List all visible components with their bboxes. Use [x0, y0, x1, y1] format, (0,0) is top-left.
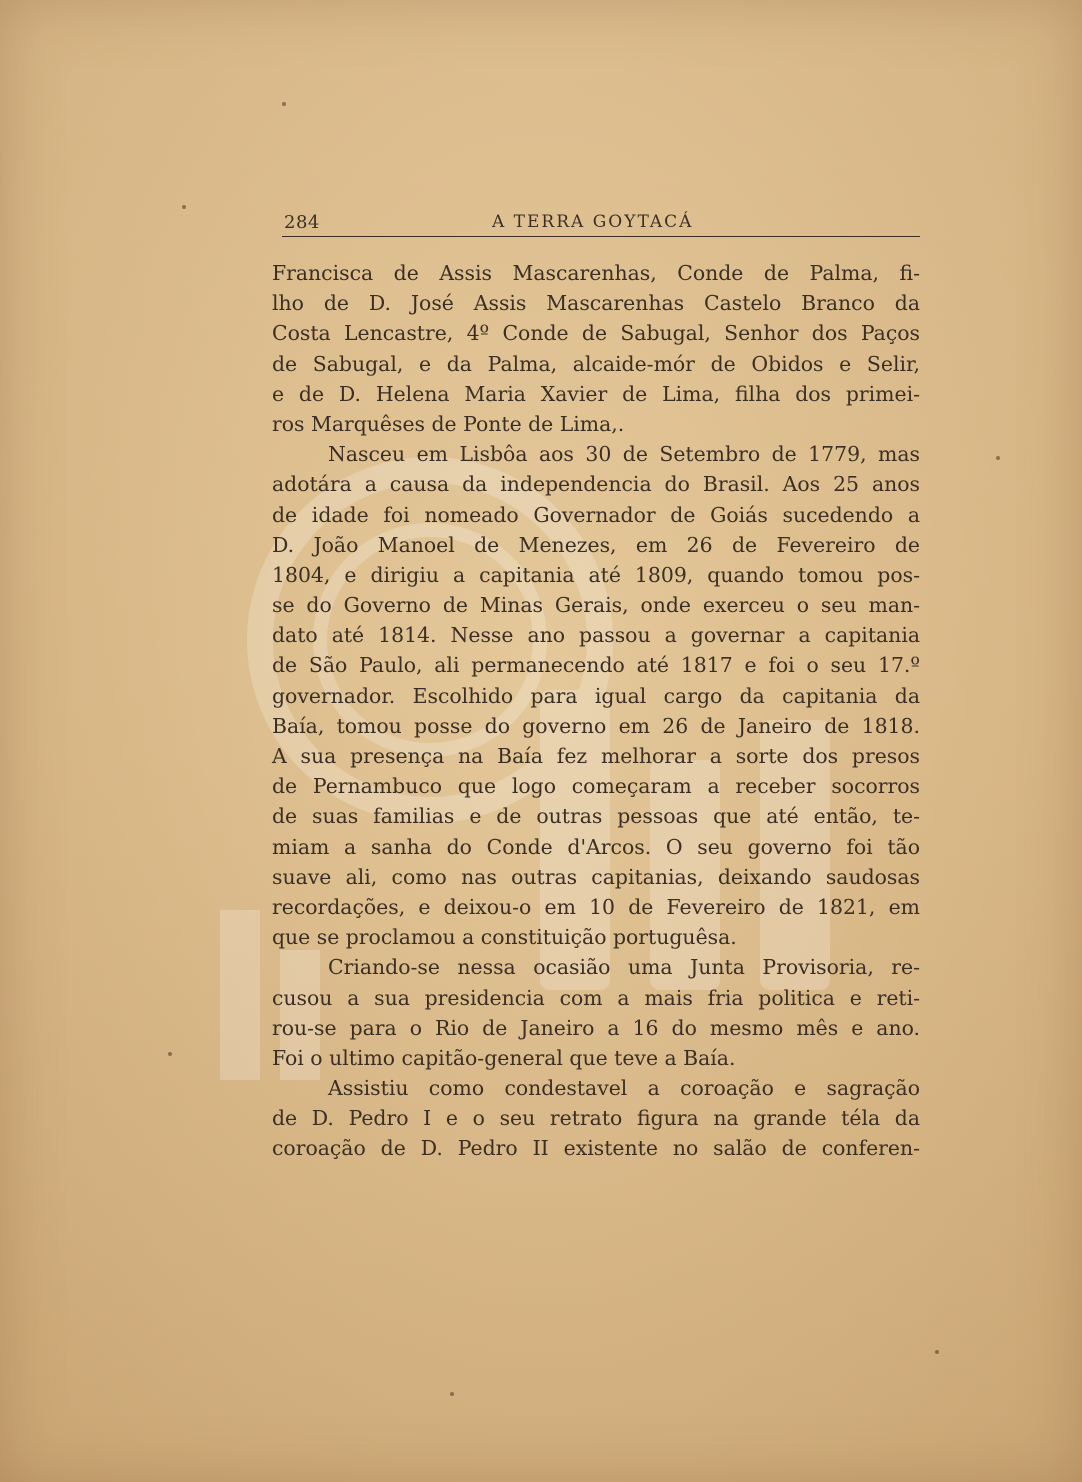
paper-speck — [935, 1350, 939, 1354]
text-line: coroação de D. Pedro II existente no salão de conferen- — [272, 1136, 920, 1161]
text-line: cusou a sua presidencia com a mais fria politica e reti- — [272, 985, 920, 1010]
text-line: de São Paulo, ali permanecendo até 1817 e foi o seu 17.º — [272, 653, 920, 678]
text-line: suave ali, como nas outras capitanias, deixando saudosas — [272, 864, 920, 889]
text-line: de D. Pedro I e o seu retrato figura na grande téla da — [272, 1106, 920, 1131]
text-line: que se proclamou a constituição portuguêsa. — [272, 925, 737, 950]
text-line: Costa Lencastre, 4º Conde de Sabugal, Senhor dos Paços — [272, 321, 920, 346]
header-rule — [282, 236, 920, 237]
text-line: D. João Manoel de Menezes, em 26 de Fevereiro de — [272, 532, 920, 557]
text-line: adotára a causa da independencia do Brasil. Aos 25 anos — [272, 472, 920, 497]
running-title: A TERRA GOYTACÁ — [492, 212, 694, 232]
text-line: 1804, e dirigiu a capitania até 1809, quando tomou pos- — [272, 562, 920, 587]
text-line: se do Governo de Minas Gerais, onde exerceu o seu man- — [272, 593, 920, 618]
text-line: Francisca de Assis Mascarenhas, Conde de Palma, fi- — [272, 261, 920, 285]
text-line: governador. Escolhido para igual cargo da capitania da — [272, 683, 920, 708]
paper-speck — [450, 1392, 454, 1396]
text-line: ros Marquêses de Ponte de Lima,. — [272, 411, 625, 436]
text-line: e de D. Helena Maria Xavier de Lima, filha dos primei- — [272, 381, 920, 406]
body-text — [272, 258, 920, 1164]
page-header — [282, 208, 920, 238]
text-line: dato até 1814. Nesse ano passou a governar a capitania — [272, 623, 920, 648]
text-line: miam a sanha do Conde d'Arcos. O seu governo foi tão — [272, 834, 920, 859]
text-line: A sua presença na Baía fez melhorar a sorte dos presos — [272, 744, 920, 768]
text-line: recordações, e deixou-o em 10 de Fevereiro de 1821, em — [272, 894, 920, 919]
text-line: Assistiu como condestavel a coroação e sagração — [328, 1076, 920, 1101]
paper-speck — [996, 456, 1000, 460]
paper-speck — [282, 102, 286, 106]
text-line: Foi o ultimo capitão-general que teve a Baía. — [272, 1045, 736, 1070]
text-line: Nasceu em Lisbôa aos 30 de Setembro de 1779, mas — [328, 442, 920, 467]
page-number: 284 — [284, 212, 320, 233]
text-line: de idade foi nomeado Governador de Goiás sucedendo a — [272, 502, 920, 527]
text-line: Criando-se nessa ocasião uma Junta Provisoria, re- — [328, 955, 920, 980]
paper-speck — [168, 1052, 172, 1056]
text-line: Baía, tomou posse do governo em 26 de Janeiro de 1818. — [272, 713, 920, 738]
paper-speck — [182, 205, 186, 209]
text-line: de Sabugal, e da Palma, alcaide-mór de Obidos e Selir, — [272, 351, 920, 376]
text-line: de suas familias e de outras pessoas que até então, te- — [272, 804, 920, 829]
text-line: rou-se para o Rio de Janeiro a 16 do mesmo mês e ano. — [272, 1015, 920, 1040]
text-line: lho de D. José Assis Mascarenhas Castelo Branco da — [272, 291, 920, 316]
text-line: de Pernambuco que logo começaram a receber socorros — [272, 774, 920, 799]
